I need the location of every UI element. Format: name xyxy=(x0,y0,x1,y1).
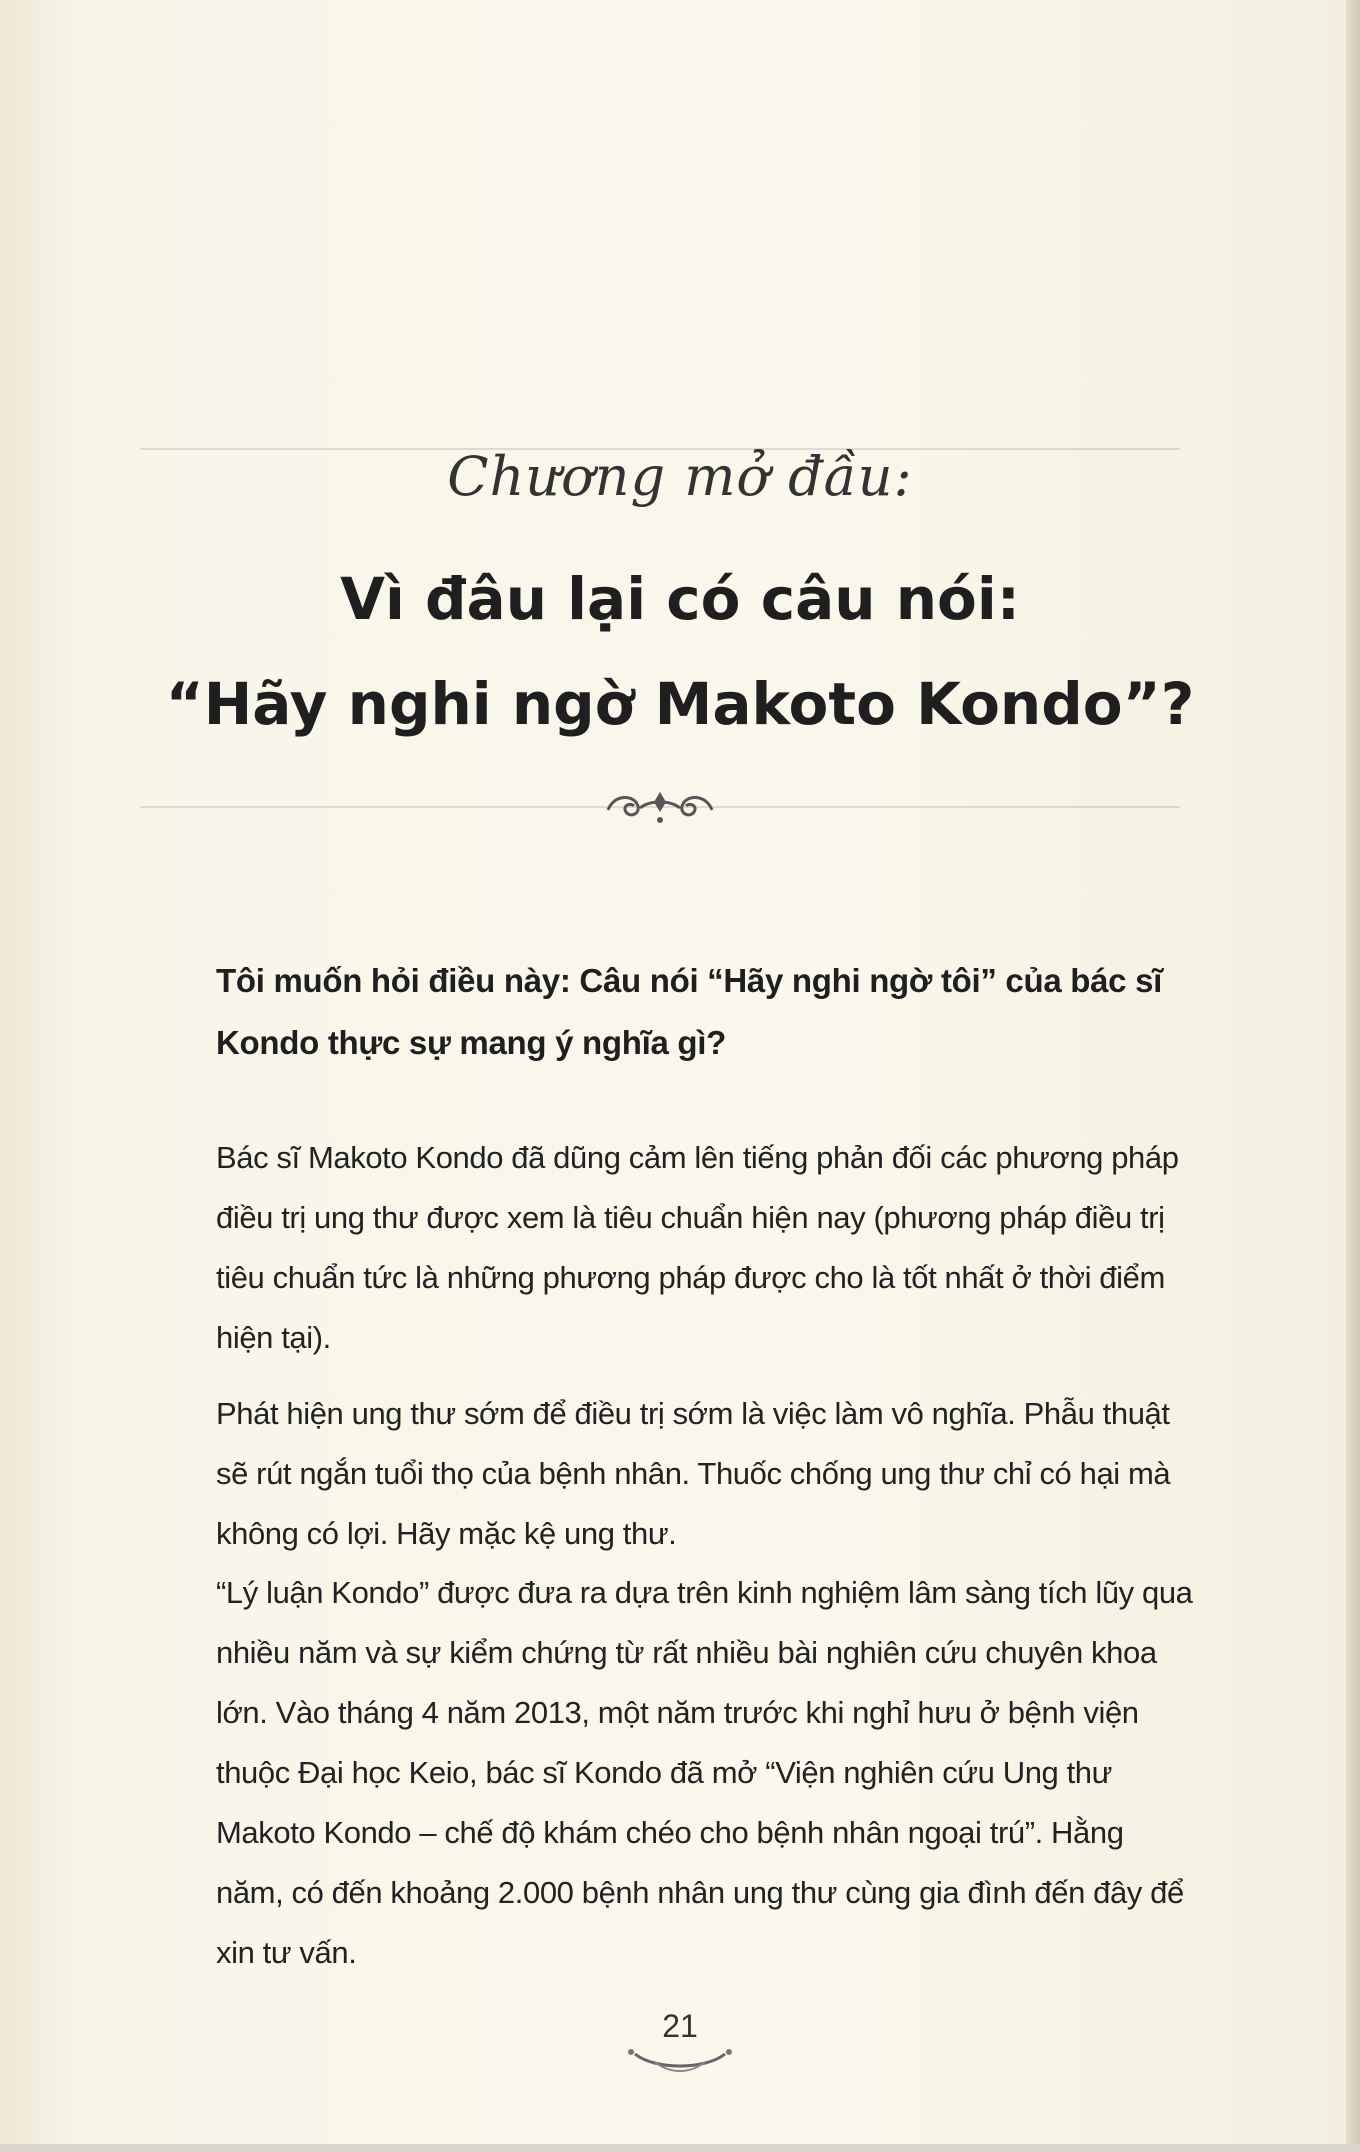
chapter-title-line-2: “Hãy nghi ngờ Makoto Kondo”? xyxy=(165,670,1195,738)
page-number: 21 xyxy=(662,2008,698,2044)
page-edge xyxy=(1346,0,1360,2152)
bottom-edge xyxy=(0,2144,1360,2152)
paragraph-2: Phát hiện ung thư sớm để điều trị sớm là việc làm vô nghĩa. Phẫu thuật sẽ rút ngắn tuổi thọ của bệnh nhân. Thuốc chống ung thư chỉ có hại mà không có lợi. Hãy mặc kệ ung thư. xyxy=(216,1396,1171,1551)
paragraph-1: Bác sĩ Makoto Kondo đã dũng cảm lên tiếng phản đối các phương pháp điều trị ung thư được xem là tiêu chuẩn hiện nay (phương pháp điều trị tiêu chuẩn tức là những phương pháp được cho là tốt nhất ở thời điểm hiện tại). xyxy=(216,1140,1179,1355)
chapter-label: Chương mở đầu: xyxy=(447,445,913,508)
ornament-icon xyxy=(600,780,720,830)
question-heading: Tôi muốn hỏi điều này: Câu nói “Hãy nghi ngờ tôi” của bác sĩ Kondo thực sự mang ý nghĩa gì? xyxy=(216,962,1163,1061)
chapter-title-line-1: Vì đâu lại có câu nói: xyxy=(340,565,1020,633)
page-number-ornament-icon xyxy=(615,2040,745,2080)
paragraph-3: “Lý luận Kondo” được đưa ra dựa trên kinh nghiệm lâm sàng tích lũy qua nhiều năm và sự kiểm chứng từ rất nhiều bài nghiên cứu chuyên khoa lớn. Vào tháng 4 năm 2013, một năm trước khi nghỉ hưu ở bệnh viện thuộc Đại học Keio, bác sĩ Kondo đã mở “Viện nghiên cứu Ung thư Makoto Kondo – chế độ khám chéo cho bệnh nhân ngoại trú”. Hằng năm, có đến khoảng 2.000 bệnh nhân ung thư cùng gia đình đến đây để xin tư vấn. xyxy=(216,1575,1193,1970)
